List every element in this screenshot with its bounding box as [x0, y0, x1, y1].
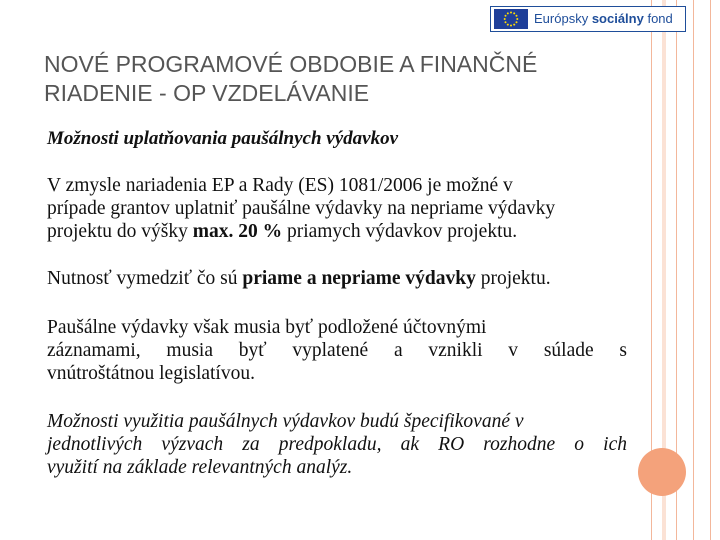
p1-line-2: prípade grantov uplatniť paušálne výdavky na nepriame výdavky [47, 198, 556, 219]
logo-text: Európsky sociálny fond [534, 11, 673, 26]
eu-flag-icon [494, 9, 528, 29]
section-heading: Možnosti uplatňovania paušálnych výdavkov [47, 128, 398, 149]
decor-line-3 [693, 0, 694, 540]
p4-line-2: jednotlivých výzvach za predpokladu, ak RO rozhodne o ich [47, 434, 627, 455]
p3-line-2: záznamami, musia byť vyplatené a vznikli v súlade s [47, 340, 627, 361]
slide-title [44, 50, 624, 108]
paragraph-4 [47, 410, 627, 479]
p1-line-1: V zmysle nariadenia EP a Rady (ES) 1081/2006 je možné v [47, 175, 513, 196]
p3-line-3: vnútroštátnou legislatívou. [47, 363, 255, 384]
title-line-1: NOVÉ PROGRAMOVÉ OBDOBIE A FINANČNÉ [44, 51, 538, 77]
esf-logo [490, 6, 686, 32]
paragraph-2 [47, 267, 627, 290]
paragraph-1 [47, 174, 627, 243]
title-line-2: RIADENIE - OP VZDELÁVANIE [44, 80, 370, 106]
p2-line-1: Nutnosť vymedziť čo sú priame a nepriame výdavky projektu. [47, 268, 551, 289]
p1-line-3: projektu do výšky max. 20 % priamych výdavkov projektu. [47, 221, 518, 242]
p4-line-3: využití na základe relevantných analýz. [47, 457, 353, 478]
decor-line-4 [710, 0, 711, 540]
decor-circle [638, 448, 686, 496]
paragraph-3 [47, 316, 627, 385]
p3-line-1: Paušálne výdavky však musia byť podložené účtovnými [47, 317, 487, 338]
p4-line-1: Možnosti využitia paušálnych výdavkov budú špecifikované v [47, 411, 524, 432]
